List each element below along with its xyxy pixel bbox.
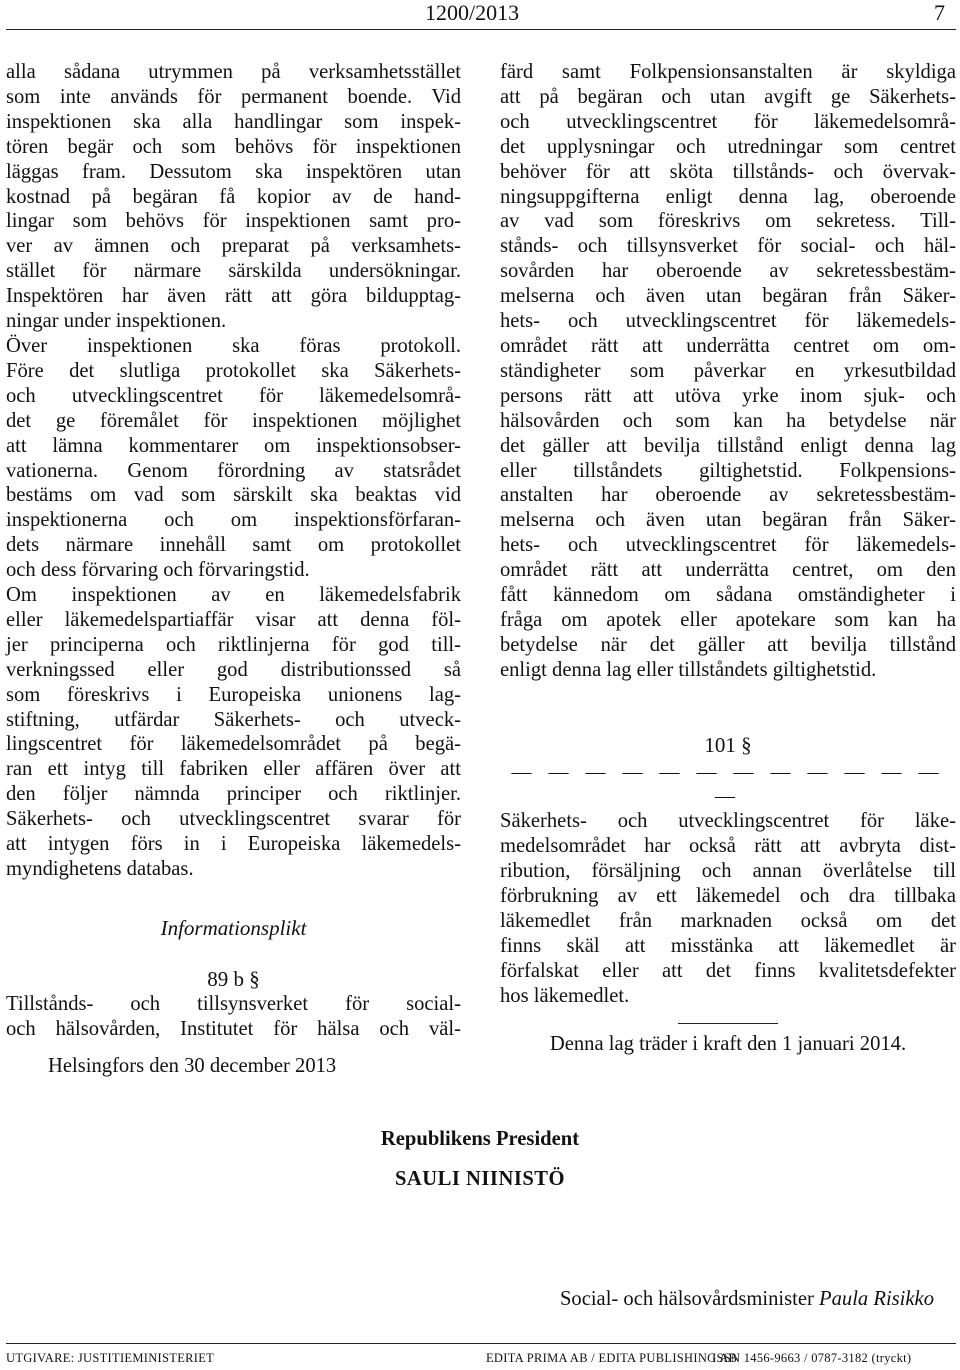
president-title: Republikens President [380, 1128, 580, 1150]
text-line: och utvecklingscentret för läkemedelsområ- [500, 110, 956, 133]
text-line: färd samt Folkpensionsanstalten är skyldiga [500, 61, 956, 83]
text-line: det gäller att bevilja tillstånd enligt denna lag [500, 434, 956, 457]
minister-name: Paula Risikko [819, 1288, 934, 1310]
text-line: tören begär och som behövs för inspektionen [6, 135, 461, 158]
footer-rule [6, 1343, 956, 1344]
text-line: hets- och utvecklingscentret för läkemedels- [500, 534, 956, 557]
minister-role: Social- och hälsovårdsminister [559, 1288, 814, 1310]
text-line: ran ett intyg till fabriken eller affären över att [6, 758, 461, 781]
text-line: Om inspektionen av en läkemedelsfabrik [6, 584, 461, 607]
footer-printer: EDITA PRIMA AB / EDITA PUBLISHING AB [486, 1351, 738, 1365]
text-line: fått kännedom om sådana omständigheter i [500, 584, 956, 607]
text-line: eller läkemedelspartiaffär visar att denna föl- [6, 608, 461, 631]
text-line: att på begäran och utan avgift ge Säkerhets- [500, 85, 956, 108]
issue-number: 1200/2013 [425, 0, 520, 25]
text-line: det upplysningar och utredningar som centret [500, 135, 956, 158]
section-number: 89 b § [207, 966, 260, 991]
text-line: kostnad på begäran få kopior av de hand- [6, 185, 461, 208]
right-paragraph-1 [500, 60, 956, 683]
text-line: behöver för att sköta tillstånds- och övervak- [500, 160, 956, 183]
text-line: och hälsovården, Institutet för hälsa och väl- [6, 1017, 461, 1040]
text-line: förfalskat eller att det finns kvalitetsdefekter [500, 959, 956, 982]
page-number: 7 [934, 0, 945, 25]
text-line: ningsuppgifterna enligt denna lag, oberoende [500, 185, 956, 208]
section-number-101: 101 § [704, 732, 752, 757]
text-line: som föreskrivs i Europeiska unionens lag- [6, 683, 461, 706]
text-line: alla sådana utrymmen på verksamhetsstället [6, 61, 461, 83]
text-line: att lämna kommentarer om inspektionsobser- [6, 434, 461, 457]
text-line: jer principerna och riktlinjerna för god till- [6, 633, 461, 656]
text-line: att intygen förs in i Europeiska läkemedels- [6, 833, 461, 856]
text-line: stiftning, utfärdar Säkerhets- och utveck- [6, 708, 461, 731]
text-line: Säkerhets- och utvecklingscentret för läke- [500, 810, 956, 833]
text-line: medelsområdet har också rätt att avbryta dist- [500, 835, 956, 858]
closing-rule [678, 1023, 778, 1024]
text-line: den följer nämnda principer och riktlinjer. [6, 783, 461, 806]
text-line: stånds- och tillsynsverket för social- och häl- [500, 235, 956, 258]
text-line: och utvecklingscentret för läkemedelsområ- [6, 384, 461, 407]
text-line: fråga om apotek eller apotekare som kan ha [500, 608, 956, 631]
text-line: hets- och utvecklingscentret för läkemedels- [500, 310, 956, 333]
text-line: hos läkemedlet. [500, 984, 630, 1007]
text-line: Tillstånds- och tillsynsverket för social- [6, 992, 461, 1015]
text-line: betydelse när det gäller att bevilja tillstånd [500, 633, 956, 656]
text-line: enligt denna lag eller tillståndets giltighetstid. [500, 658, 877, 681]
text-line: verkningssed eller god distributionssed så [6, 658, 461, 681]
left-paragraph-2 [6, 334, 461, 583]
left-paragraph-1 [6, 60, 461, 334]
text-line: finns skäl att misstänka att läkemedlet är [500, 934, 956, 957]
text-line: förbrukning av ett läkemedel och dra tillbaka [500, 885, 956, 908]
text-line: inspektionen ska alla handlingar som inspek- [6, 110, 461, 133]
section-heading: Informationsplikt [160, 915, 307, 940]
text-line: och dess förvaring och förvaringstid. [6, 559, 310, 582]
entry-into-force: Denna lag träder i kraft den 1 januari 2014. [549, 1032, 907, 1055]
text-line: som inte används för permanent boende. Vid [6, 85, 461, 108]
text-line: ver av ämnen och preparat på verksamhets- [6, 235, 461, 258]
text-line: eller tillståndets giltighetstid. Folkpensions- [500, 459, 956, 482]
text-line: melserna och även utan begäran från Säker- [500, 509, 956, 532]
footer-issn: ISSN 1456-9663 / 0787-3182 (tryckt) [712, 1351, 912, 1365]
text-line: Inspektören har även rätt att göra bildupptag- [6, 285, 461, 308]
text-line: sovården har oberoende av sekretessbestäm- [500, 260, 956, 283]
text-line: området rätt att underrätta centret, om den [500, 559, 956, 582]
left-column [6, 60, 461, 1042]
text-line: ribution, försäljning och annan överlåtelse till [500, 860, 956, 883]
place-and-date: Helsingfors den 30 december 2013 [48, 1055, 337, 1077]
footer-publisher: UTGIVARE: JUSTITIEMINISTERIET [6, 1351, 215, 1365]
text-line: det ge föremålet för inspektionen möjlighet [6, 409, 461, 432]
text-line: Över inspektionen ska föras protokoll. [6, 334, 461, 357]
text-line: myndighetens databas. [6, 858, 194, 880]
left-paragraph-4 [6, 992, 461, 1042]
president-name: SAULI NIINISTÖ [394, 1168, 566, 1190]
text-line: lingar som behövs för inspektionen samt pro- [6, 210, 461, 233]
text-line: området rätt att underrätta centret om om- [500, 334, 956, 357]
text-line: melserna och även utan begäran från Säker- [500, 285, 956, 308]
text-line: anstalten har oberoende av sekretessbestäm- [500, 484, 956, 507]
left-paragraph-3 [6, 583, 461, 882]
text-line: stället för närmare särskilda undersökningar. [6, 260, 461, 283]
text-line: Säkerhets- och utvecklingscentret svarar för [6, 808, 461, 831]
text-line: hälsovården och som kan ha betydelse när [500, 409, 956, 432]
omission-dashes: — — — — — — — — — — — — — [511, 760, 945, 808]
text-line: persons rätt att utöva yrke inom sjuk- och [500, 384, 956, 407]
text-line: bestäms om vad som särskilt ska beaktas vid [6, 484, 461, 507]
text-line: Före det slutliga protokollet ska Säkerhets- [6, 359, 461, 382]
text-line: läggas fram. Dessutom ska inspektören utan [6, 160, 461, 183]
text-line: ständigheter som påverkar en yrkesutbildad [500, 359, 956, 382]
text-line: av vad som föreskrivs om sekretess. Till- [500, 210, 956, 233]
text-line: ningar under inspektionen. [6, 310, 227, 333]
text-line: vationerna. Genom förordning av statsrådet [6, 459, 461, 482]
text-line: läkemedlet från marknaden också om det [500, 910, 956, 932]
text-line: lingscentret för läkemedelsområdet på begä- [6, 733, 461, 756]
text-line: inspektionerna och om inspektionsförfaran- [6, 509, 461, 532]
right-paragraph-2 [500, 809, 956, 1008]
header-rule [6, 29, 956, 30]
text-line: dets närmare innehåll samt om protokollet [6, 534, 461, 557]
right-column [500, 60, 956, 1057]
minister-signature [560, 1288, 934, 1311]
